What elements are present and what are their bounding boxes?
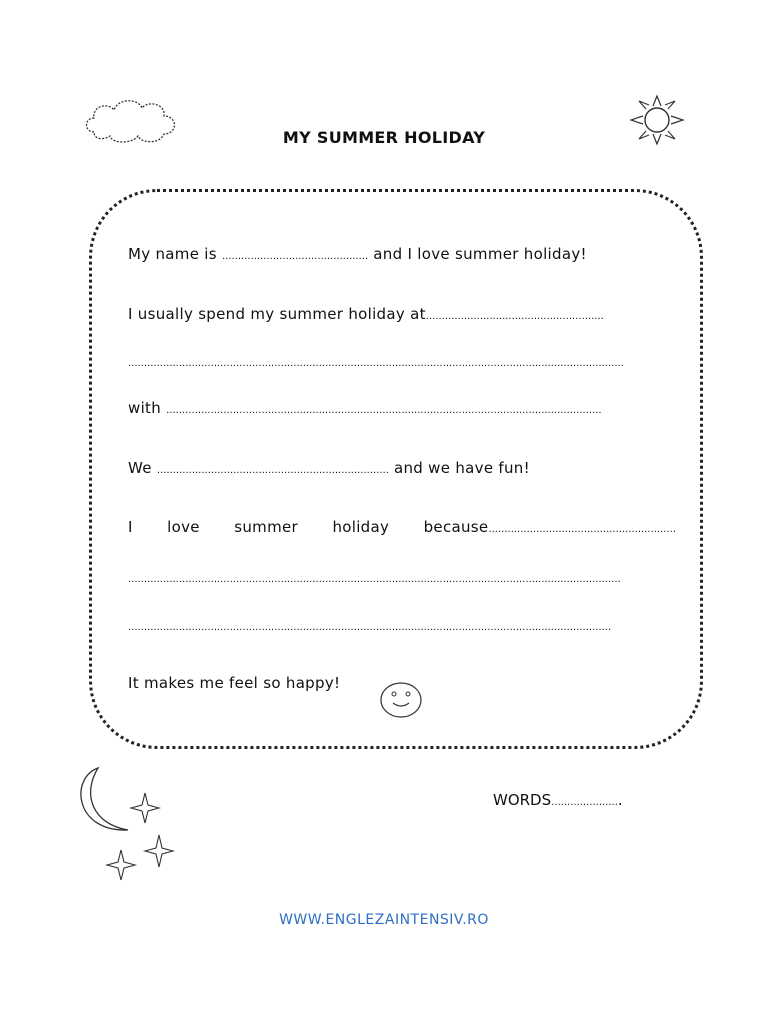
- full-blank-line-3: [128, 616, 676, 634]
- name-before-text: My name is: [128, 245, 217, 263]
- star-icon: [106, 849, 136, 881]
- words-label: WORDS: [493, 791, 552, 809]
- because-word-2: love: [167, 518, 200, 536]
- full-blank-2[interactable]: ...........................................................................................................................................................: [128, 574, 621, 585]
- smiley-face-icon: [379, 681, 423, 719]
- words-blank[interactable]: .....................: [551, 797, 618, 808]
- words-end: .: [617, 791, 623, 809]
- because-word-1: I: [128, 518, 133, 536]
- spend-line: [128, 305, 676, 323]
- because-word-4: holiday: [332, 518, 390, 536]
- star-icon: [144, 834, 174, 868]
- name-after-text: and I love summer holiday!: [373, 245, 587, 263]
- we-line: [128, 459, 676, 477]
- spend-blank[interactable]: ........................................................: [425, 311, 604, 322]
- full-blank-3[interactable]: ........................................................................................................................................................: [128, 622, 612, 633]
- website-footer: WWW.ENGLEZAINTENSIV.RO: [279, 912, 489, 928]
- spend-text: I usually spend my summer holiday at: [128, 305, 426, 323]
- we-after-text: and we have fun!: [393, 459, 530, 477]
- full-blank-line-2: [128, 568, 676, 586]
- because-blank[interactable]: ...........................................................: [488, 524, 676, 535]
- with-blank[interactable]: .........................................................................................................................................: [166, 405, 602, 416]
- name-blank[interactable]: ..............................................: [221, 251, 369, 262]
- crescent-moon-icon: [76, 766, 136, 838]
- page-title: MY SUMMER HOLIDAY: [282, 128, 486, 147]
- because-line: [128, 518, 676, 536]
- we-blank[interactable]: .........................................................................: [156, 465, 389, 476]
- full-blank-1[interactable]: ............................................................................................................................................................: [128, 358, 624, 369]
- with-text: with: [128, 399, 162, 417]
- name-line: [128, 245, 676, 263]
- because-word-3: summer: [234, 518, 299, 536]
- with-line: [128, 399, 676, 417]
- words-count: [493, 791, 623, 809]
- we-text: We: [128, 459, 152, 477]
- happy-text: It makes me feel so happy!: [128, 674, 341, 692]
- star-icon: [130, 792, 160, 824]
- because-word-5: because...........................................................: [423, 518, 676, 536]
- full-blank-line-1: [128, 352, 676, 370]
